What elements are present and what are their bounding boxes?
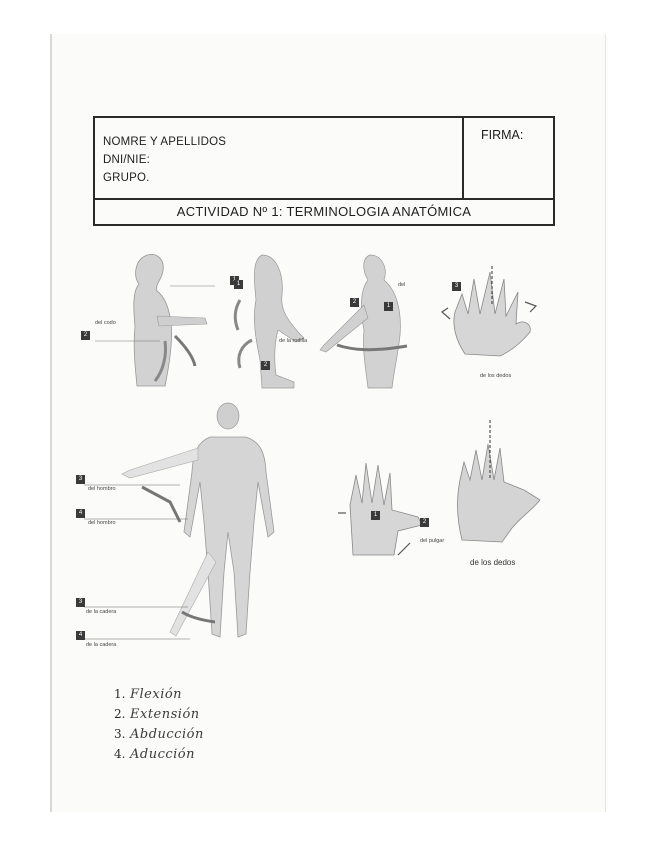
elbow-body-illustration (75, 246, 215, 391)
thumb-movement-figure (338, 455, 448, 565)
answer-text: Extensión (130, 707, 200, 722)
shoulder-label-2: del hombro (88, 520, 116, 526)
front-body-illustration (70, 402, 300, 654)
knee-label: de la rodilla (279, 338, 308, 344)
fingers-label: de los dedos (470, 558, 516, 567)
answers-list (114, 687, 204, 767)
answer-number: 4. (114, 747, 126, 761)
shoulder-label-1: del hombro (88, 486, 116, 492)
signature-divider (462, 118, 464, 198)
torso-movement-figure (312, 250, 412, 390)
finger-adduction-figure (452, 420, 552, 570)
answer-text: Flexión (130, 687, 183, 702)
answer-text: Abducción (130, 727, 204, 742)
dni-field-label: DNI/NIE: (103, 154, 150, 166)
knee-movement-figure (222, 250, 312, 390)
finger-spread-figure (440, 264, 545, 382)
tag-2: 2 (420, 518, 429, 527)
thumb-label: del pulgar (420, 538, 445, 544)
thumb-hand-illustration (338, 455, 448, 565)
tag-2: 2 (350, 298, 359, 307)
tag-2: 2 (261, 361, 270, 370)
answer-number: 3. (114, 727, 126, 741)
hand-spread-illustration (440, 264, 545, 364)
tag-3: 3 (452, 282, 461, 291)
header-box (93, 116, 555, 226)
title-divider (95, 198, 553, 200)
answer-1 (114, 687, 204, 707)
signature-label: FIRMA: (481, 128, 524, 142)
hip-label-1: de la cadera (86, 609, 117, 615)
fingers-label: de los dedos (480, 373, 512, 379)
hip-label-2: de la cadera (86, 642, 117, 648)
answer-4 (114, 747, 204, 767)
answer-number: 1. (114, 687, 126, 701)
front-body-figure (70, 402, 300, 654)
tag-3: 3 (76, 475, 85, 484)
tag-1: 1 (234, 280, 243, 289)
answer-3 (114, 727, 204, 747)
answer-number: 2. (114, 707, 126, 721)
name-field-label: NOMRE Y APELLIDOS (103, 136, 227, 148)
torso-label: del (398, 282, 406, 288)
activity-title: ACTIVIDAD Nº 1: TERMINOLOGIA ANATÓMICA (176, 204, 472, 219)
hand-close-illustration (452, 420, 552, 550)
answer-2 (114, 707, 204, 727)
tag-1: 1 (384, 302, 393, 311)
tag-4: 4 (76, 631, 85, 640)
tag-2: 2 (81, 331, 90, 340)
tag-3: 3 (76, 598, 85, 607)
elbow-label: del codo (95, 320, 116, 326)
elbow-movement-figure (75, 246, 215, 391)
tag-4: 4 (76, 509, 85, 518)
torso-illustration (312, 250, 412, 390)
group-field-label: GRUPO. (103, 172, 150, 184)
tag-1: 1 (371, 511, 380, 520)
answer-text: Aducción (130, 747, 196, 762)
